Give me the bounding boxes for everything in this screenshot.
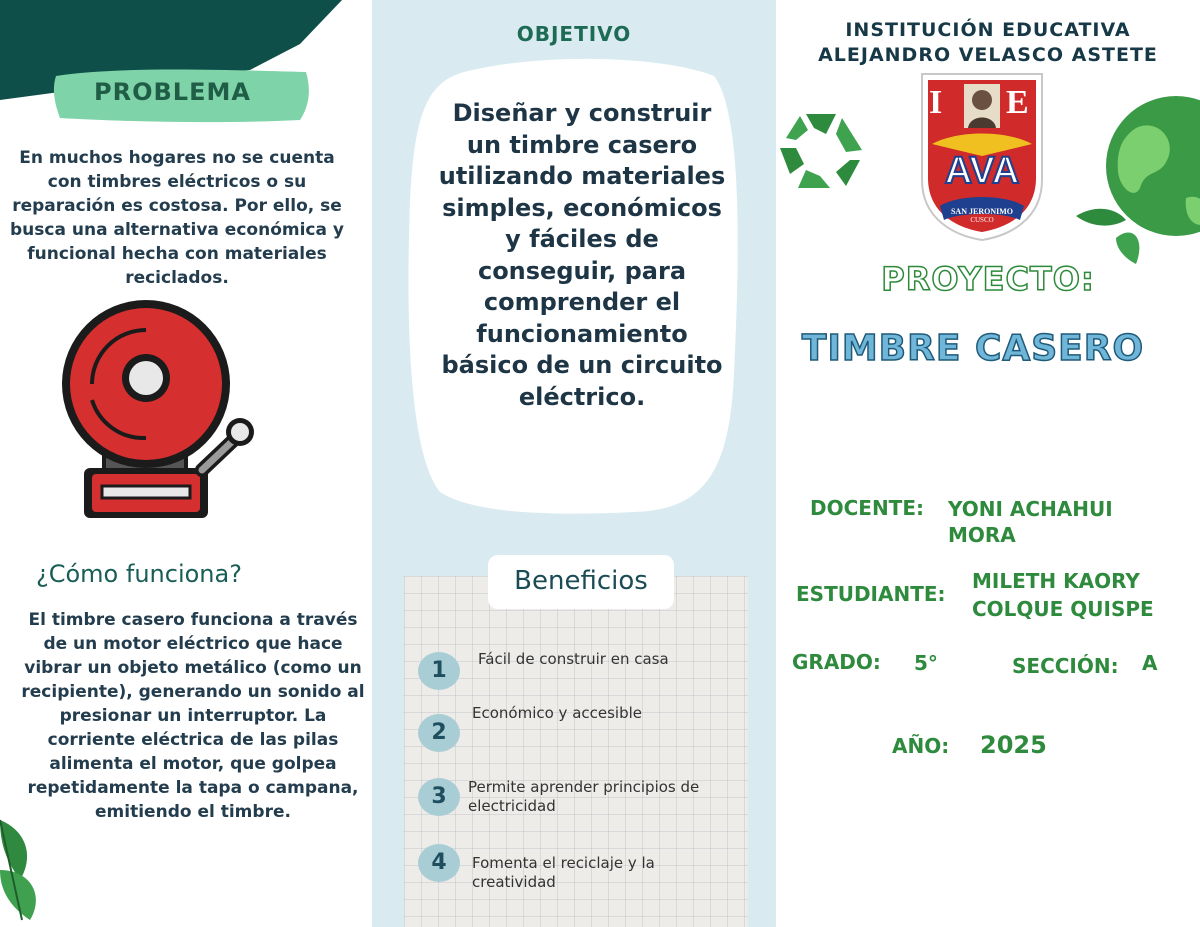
- project-title: TIMBRE CASERO: [801, 328, 1145, 369]
- institution-line-2: ALEJANDRO VELASCO ASTETE: [818, 44, 1158, 66]
- recycle-icon: [776, 104, 876, 194]
- leaf-decoration-icon: [0, 800, 60, 927]
- benefits-title: Beneficios: [514, 566, 648, 596]
- year-value: 2025: [980, 731, 1047, 759]
- benefit-number-4: 4: [418, 844, 460, 882]
- teacher-name-2: MORA: [948, 523, 1016, 547]
- logo-caption-1: SAN JERONIMO: [950, 207, 1013, 216]
- how-it-works-title: ¿Cómo funciona?: [36, 560, 242, 588]
- benefit-text-3: Permite aprender principios de electricidad: [468, 778, 700, 815]
- section-value: A: [1142, 651, 1158, 675]
- year-label: AÑO:: [892, 734, 950, 758]
- institution-line-1: INSTITUCIÓN EDUCATIVA: [845, 19, 1131, 41]
- logo-caption-2: CUSCO: [970, 216, 994, 224]
- alarm-bell-icon: [62, 300, 262, 520]
- left-panel: [0, 0, 372, 927]
- middle-panel: [372, 0, 776, 927]
- benefit-number-2: 2: [418, 714, 460, 752]
- section-label: SECCIÓN:: [1012, 654, 1119, 678]
- benefit-number-1: 1: [418, 652, 460, 690]
- problem-title: PROBLEMA: [94, 78, 251, 106]
- problem-text: En muchos hogares no se cuenta con timbres eléctricos o su reparación es costosa. Por ello, se busca una alternativa económica y funcional hecha con materiales reciclados.: [10, 148, 344, 288]
- objective-title: OBJETIVO: [516, 22, 632, 46]
- objective-text: Diseñar y construir un timbre casero utilizando materiales simples, económicos y fáciles de conseguir, para comprender el funcionamiento básico de un circuito eléctrico.: [438, 99, 726, 411]
- right-panel: [776, 0, 1200, 927]
- project-label: PROYECTO:: [881, 260, 1095, 298]
- grade-value: 5°: [914, 651, 938, 675]
- grade-label: GRADO:: [792, 650, 881, 674]
- benefit-text-1: Fácil de construir en casa: [478, 650, 669, 668]
- how-it-works-text: El timbre casero funciona a través de un motor eléctrico que hace vibrar un objeto metálico (como un recipiente), generando un sonido al presionar un interruptor. La corriente eléctrica de las pilas alimenta el motor, que golpea repetidamente la tapa o campana, emitiendo el timbre.: [21, 610, 365, 822]
- benefit-number-3: 3: [418, 778, 460, 816]
- benefit-text-2: Económico y accesible: [472, 704, 643, 722]
- globe-icon: [1076, 88, 1200, 268]
- student-name-2: COLQUE QUISPE: [972, 597, 1154, 621]
- teacher-label: DOCENTE:: [810, 496, 924, 520]
- student-name-1: MILETH KAORY: [972, 569, 1140, 593]
- institution-name: [776, 18, 1200, 68]
- teacher-name-1: YONI ACHAHUI: [948, 497, 1113, 521]
- logo-letter-i: I: [929, 84, 943, 121]
- logo-letter-e: E: [1006, 84, 1029, 121]
- logo-ava: AVA: [944, 150, 1020, 192]
- benefit-text-4: Fomenta el reciclaje y la creatividad: [472, 854, 655, 891]
- student-label: ESTUDIANTE:: [796, 582, 946, 606]
